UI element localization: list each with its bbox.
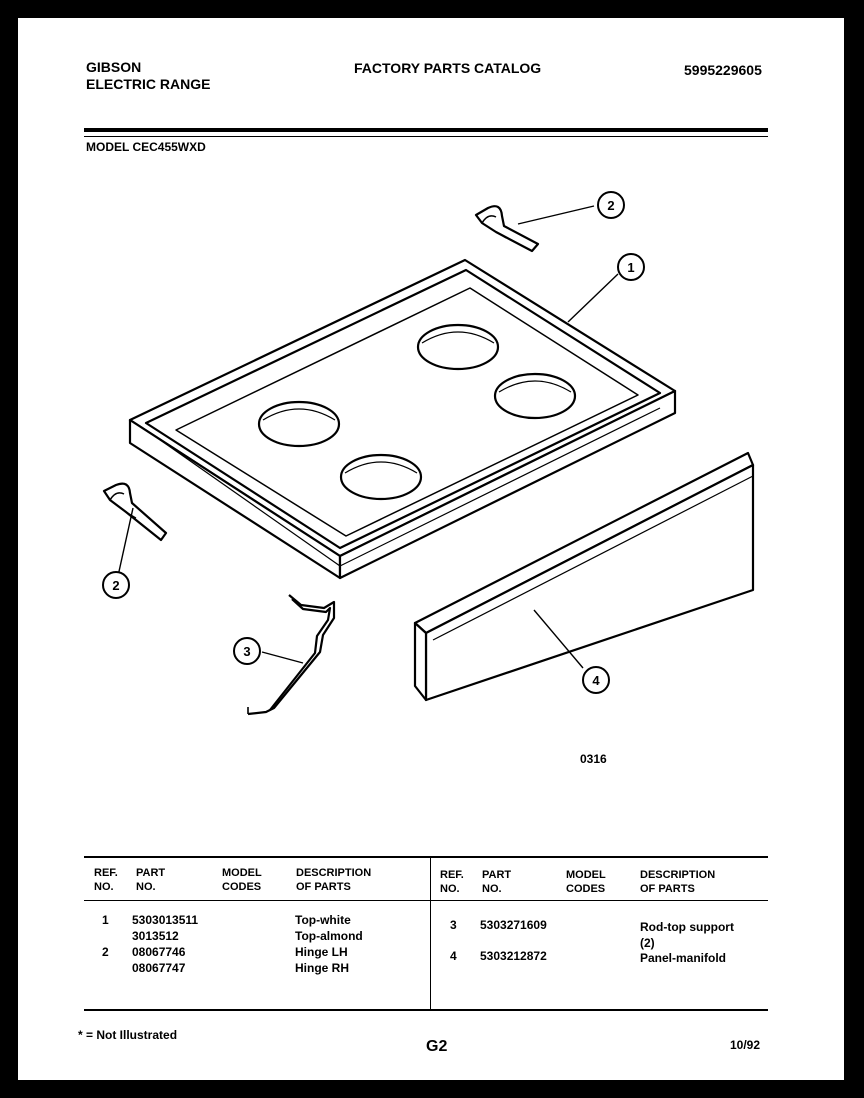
catalog-number: 5995229605: [684, 62, 762, 78]
callout-3: 3: [243, 644, 251, 659]
table-header-rule: [84, 900, 768, 901]
left-part-numbers: 5303013511 3013512 08067746 08067747: [132, 913, 199, 975]
callout-4: 4: [592, 673, 600, 688]
header-ref-no-right: REF. NO.: [440, 869, 464, 895]
page-number: G2: [426, 1038, 448, 1055]
callout-2-lower: 2: [112, 578, 120, 593]
part-3: 5303271609: [480, 918, 547, 932]
ref-3: 3: [450, 918, 457, 932]
cooktop-part: [130, 260, 675, 578]
catalog-title: FACTORY PARTS CATALOG: [354, 60, 542, 76]
header-part-no-right: PART NO.: [482, 869, 512, 895]
desc-3: Rod-top support (2): [640, 920, 734, 950]
callout-2-upper: 2: [607, 198, 615, 213]
header-part-no-left: PART NO.: [136, 867, 166, 893]
left-ref-numbers: 1 2: [102, 913, 109, 959]
left-descriptions: Top-white Top-almond Hinge LH Hinge RH: [295, 913, 363, 975]
hinge-right: [476, 206, 538, 251]
rod-top-support: [248, 595, 334, 714]
catalog-page: [18, 18, 844, 1080]
footnote: * = Not Illustrated: [78, 1028, 178, 1042]
hinge-left: [104, 484, 166, 540]
table-column-divider: [430, 856, 431, 1010]
header-model-codes-left: MODEL CODES: [222, 867, 262, 893]
desc-4: Panel-manifold: [640, 951, 727, 965]
header-description-right: DESCRIPTION OF PARTS: [640, 869, 716, 895]
product-name: ELECTRIC RANGE: [86, 76, 211, 92]
part-4: 5303212872: [480, 949, 547, 963]
figure-code: 0316: [580, 752, 607, 766]
header-description-left: DESCRIPTION OF PARTS: [296, 867, 372, 893]
table-bottom-rule: [84, 1009, 768, 1011]
header-model-codes-right: MODEL CODES: [566, 869, 606, 895]
revision-date: 10/92: [730, 1038, 761, 1052]
model-number: MODEL CEC455WXD: [86, 140, 206, 154]
table-top-rule: [84, 856, 768, 858]
brand-name: GIBSON: [86, 59, 142, 75]
header-ref-no-left: REF. NO.: [94, 867, 118, 893]
callout-1: 1: [627, 260, 635, 275]
ref-4: 4: [450, 949, 457, 963]
